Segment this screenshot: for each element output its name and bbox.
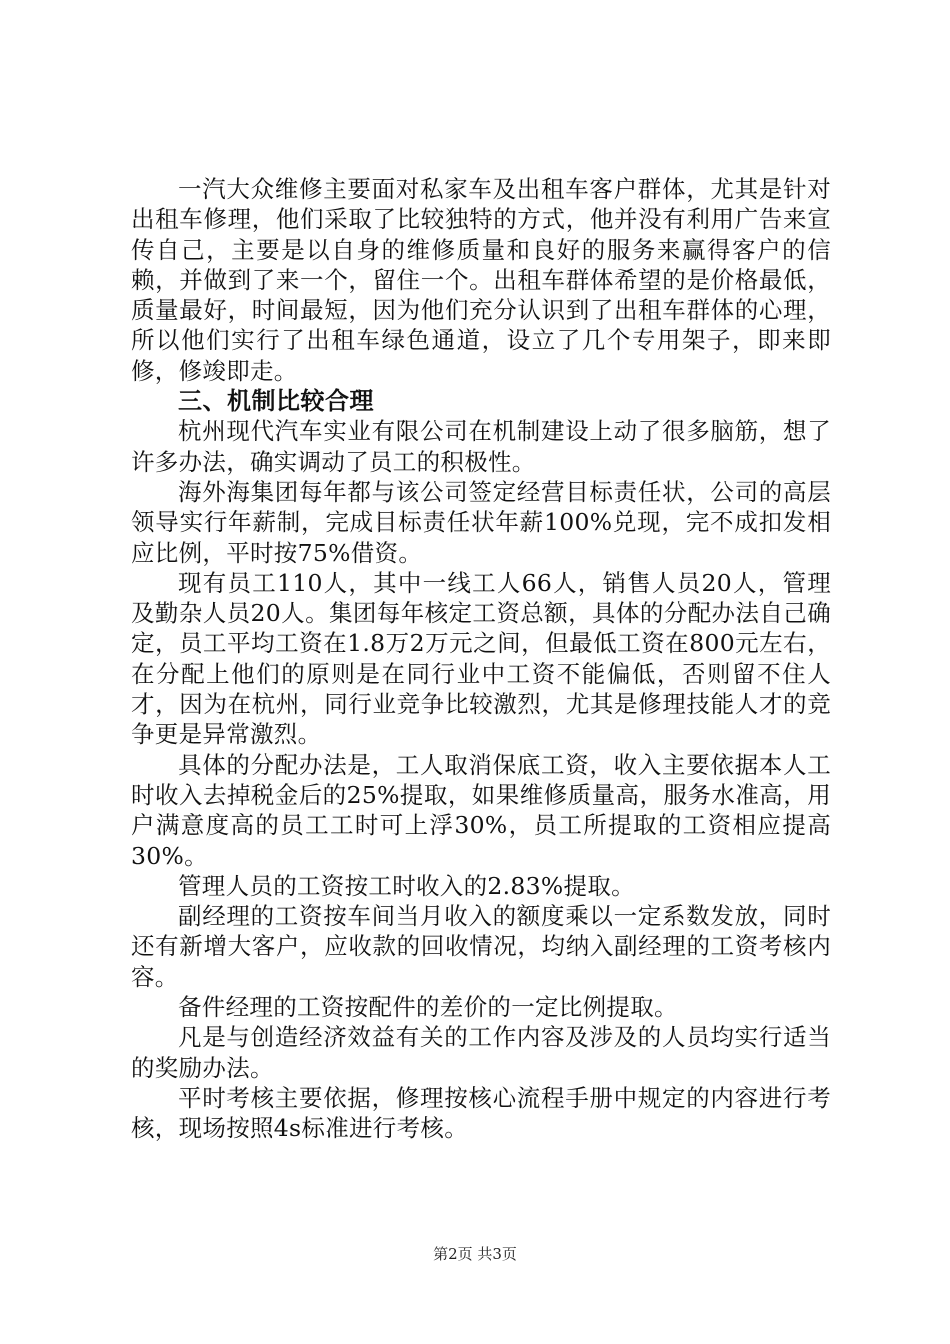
- paragraph-distribution-method: 具体的分配办法是，工人取消保底工资，收入主要依据本人工时收入去掉税金后的25%提取，如果维修质量高，服务水准高，用户满意度高的员工工时可上浮30%，员工所提取的工资相应提高30%。: [131, 750, 831, 870]
- page-number-footer: 第2页 共3页: [433, 1245, 517, 1263]
- section-heading-mechanism: 三、机制比较合理: [178, 387, 374, 416]
- paragraph-company-mechanism: 杭州现代汽车实业有限公司在机制建设上动了很多脑筋，想了许多办法，确实调动了员工的积极性。: [131, 417, 831, 476]
- paragraph-parts-manager-wages: 备件经理的工资按配件的差价的一定比例提取。: [178, 993, 678, 1022]
- paragraph-assessment: 平时考核主要依据，修理按核心流程手册中规定的内容进行考核，现场按照4s标准进行考核。: [131, 1083, 831, 1143]
- paragraph-deputy-manager-wages: 副经理的工资按车间当月收入的额度乘以一定系数发放，同时还有新增大客户，应收款的回收情况，均纳入副经理的工资考核内容。: [131, 902, 831, 991]
- document-body: [131, 174, 831, 1144]
- paragraph-manager-wages: 管理人员的工资按工时收入的2.83%提取。: [178, 871, 635, 900]
- paragraph-staff-wages: 现有员工110人，其中一线工人66人，销售人员20人，管理及勤杂人员20人。集团每年核定工资总额，具体的分配办法自己确定，员工平均工资在1.8万2万元之间，但最低工资在800元左右，在分配上他们的原则是在同行业中工资不能偏低，否则留不住人才，因为在杭州，同行业竞争比较激烈，尤其是修理技能人才的竞争更是异常激烈。: [131, 568, 831, 749]
- paragraph-taxi-service: 一汽大众维修主要面对私家车及出租车客户群体，尤其是针对出租车修理，他们采取了比较独特的方式，他并没有利用广告来宣传自己，主要是以自身的维修质量和良好的服务来赢得客户的信赖，并做到了来一个，留住一个。出租车群体希望的是价格最低，质量最好，时间最短，因为他们充分认识到了出租车群体的心理，所以他们实行了出租车绿色通道，设立了几个专用架子，即来即修，修竣即走。: [131, 175, 831, 385]
- paragraph-annual-salary: 海外海集团每年都与该公司签定经营目标责任状，公司的高层领导实行年薪制，完成目标责任状年薪100%兑现，完不成扣发相应比例，平时按75%借资。: [131, 477, 831, 567]
- paragraph-rewards: 凡是与创造经济效益有关的工作内容及涉及的人员均实行适当的奖励办法。: [131, 1023, 831, 1082]
